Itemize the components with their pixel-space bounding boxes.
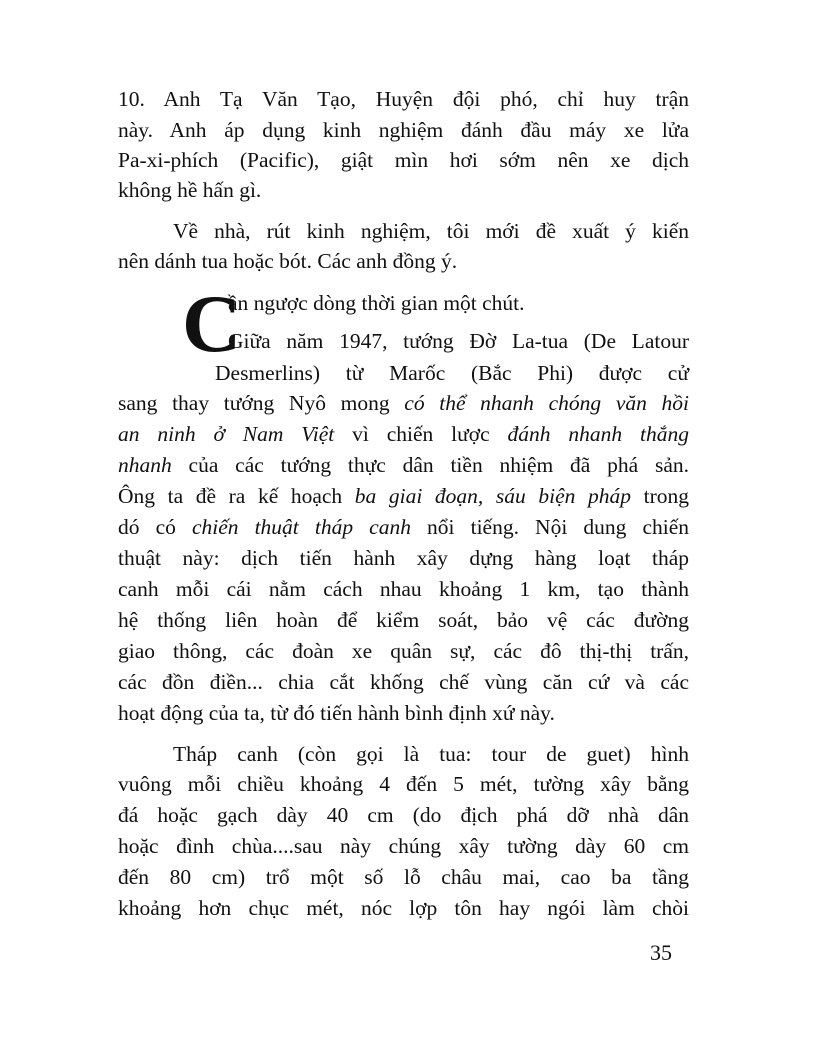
text-segment: nổi tiếng. Nội dung chiến [410,515,689,539]
text-segment: đến 80 cm) trổ một số lỗ châu mai, cao ba tầng [118,865,689,889]
text-line [173,218,689,244]
page-number: 35 [650,940,672,965]
text-segment: thuật này: dịch tiến hành xây dựng hàng loạt tháp [118,546,689,570]
text-segment: hệ thống liên hoàn để kiểm soát, bảo vệ các đường [118,608,689,632]
text-line [215,360,689,386]
text-line [118,514,689,540]
text-segment: Desmerlins) từ Marốc (Bắc Phi) được cử [215,361,689,385]
italic-text: đánh nhanh thắng [507,422,689,446]
italic-text: ba giai đoạn, sáu biện pháp [354,484,631,508]
text-segment: nên dánh tua hoặc bót. Các anh đồng ý. [118,249,458,273]
text-segment: không hề hấn gì. [118,178,262,202]
text-line [118,390,689,416]
italic-text: nhanh [118,453,172,477]
italic-text: chiến thuật tháp canh [191,515,411,539]
italic-text: có thể nhanh chóng văn hồi [404,391,690,415]
text-line [118,483,689,509]
text-segment: ần ngược dòng thời gian một chút. [228,291,525,315]
text-segment: Giữa năm 1947, tướng Đờ La-tua (De Latour [228,329,689,353]
text-segment: Tháp canh (còn gọi là tua: tour de guet) hình [173,742,689,766]
text-line [118,117,689,143]
italic-text: an ninh ở Nam Việt [118,422,335,446]
text-line [228,290,689,316]
text-segment: các đồn điền... chia cắt khống chế vùng căn cứ và các [118,670,689,694]
text-line [118,147,689,173]
text-line [228,328,689,354]
text-segment: hoạt động của ta, từ đó tiến hành bình định xứ này. [118,701,555,725]
text-segment: của các tướng thực dân tiền nhiệm đã phá sản. [171,453,689,477]
text-line [118,771,689,797]
text-line [118,864,689,890]
text-line [118,638,689,664]
text-line [173,741,689,767]
text-segment: Về nhà, rút kinh nghiệm, tôi mới đề xuất ý kiến [173,219,689,243]
text-line [118,669,689,695]
text-line [118,607,689,633]
text-segment: trong [631,484,689,508]
text-line [118,177,689,203]
text-segment: giao thông, các đoàn xe quân sự, các đô thị-thị trấn, [118,639,689,663]
text-line [118,895,689,921]
text-segment: khoảng hơn chục mét, nóc lợp tôn hay ngói làm chòi [118,896,689,920]
text-line [118,802,689,828]
text-line [118,833,689,859]
text-line [118,248,689,274]
text-segment: Ông ta đề ra kế hoạch [118,484,355,508]
text-segment: Pa-xi-phích (Pacific), giật mìn hơi sớm nên xe dịch [118,148,689,172]
text-segment: sang thay tướng Nyô mong [118,391,405,415]
text-segment: dó có [118,515,192,539]
text-line [118,421,689,447]
text-segment: hoặc đình chùa....sau này chúng xây tường dày 60 cm [118,834,689,858]
text-line [118,86,689,112]
text-segment: này. Anh áp dụng kinh nghiệm đánh đầu máy xe lửa [118,118,689,142]
text-segment: canh mỗi cái nằm cách nhau khoảng 1 km, tạo thành [118,577,689,601]
text-segment: đá hoặc gạch dày 40 cm (do địch phá dỡ nhà dân [118,803,689,827]
text-segment: vuông mỗi chiều khoảng 4 đến 5 mét, tường xây bằng [118,772,689,796]
text-line [118,452,689,478]
text-segment: 10. Anh Tạ Văn Tạo, Huyện đội phó, chỉ huy trận [118,87,689,111]
drop-cap: C [182,278,242,369]
text-segment: vì chiến lược [334,422,508,446]
text-line [118,576,689,602]
text-line [118,700,689,726]
text-line [118,545,689,571]
